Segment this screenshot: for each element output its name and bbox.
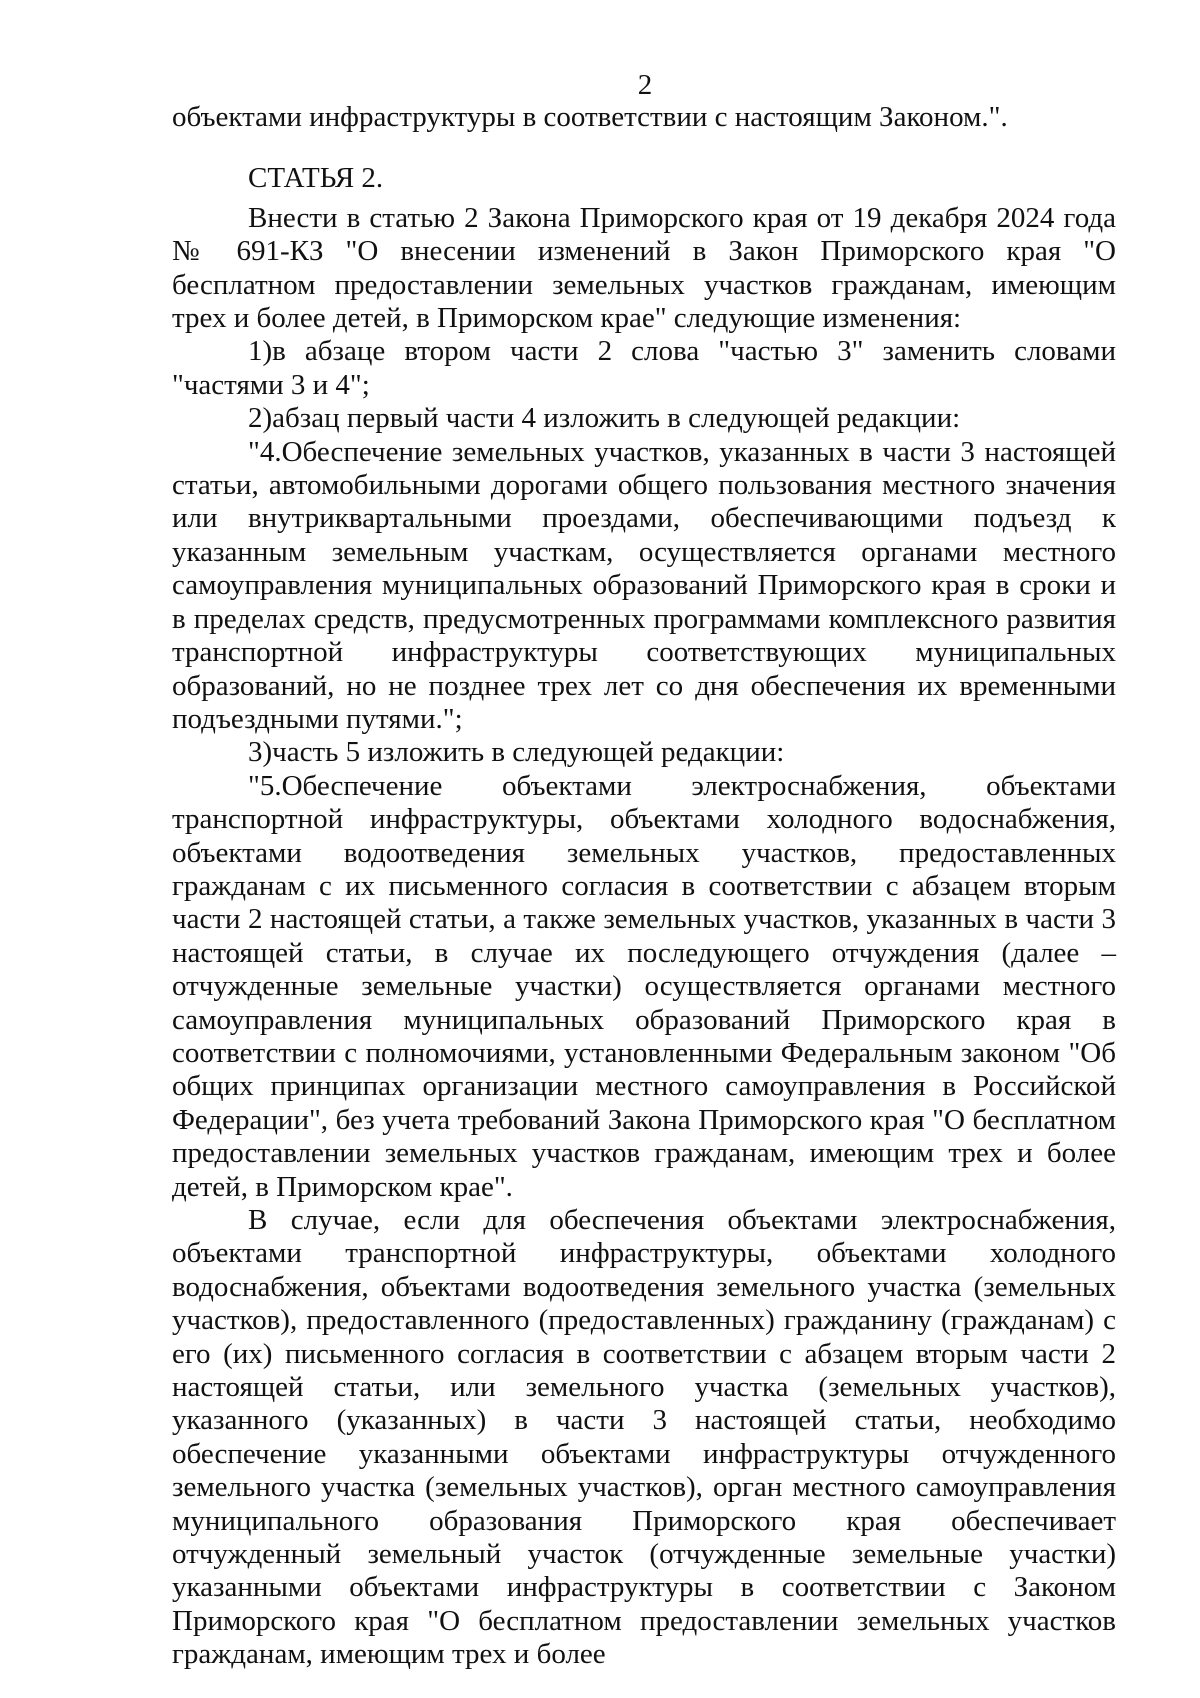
- page-number: 2: [637, 69, 653, 101]
- paragraph-amendment-intro: Внести в статью 2 Закона Приморского края от 19 декабря 2024 года № 691-КЗ "О внесении изменений в Закон Приморского края "О бесплатном предоставлении земельных участков гражданам, имеющим трех и более детей, в Приморском крае" следующие изменения:: [172, 201, 1116, 335]
- paragraph-item-3: 3)часть 5 изложить в следующей редакции:: [248, 736, 785, 769]
- paragraph-item-1: 1)в абзаце втором части 2 слова "частью 3" заменить словами "частями 3 и 4";: [172, 335, 1116, 401]
- paragraph-part-5-text: "5.Обеспечение объектами электроснабжения, объектами транспортной инфраструктуры, объектами холодного водоснабжения, объектами водоотведения земельных участков, предоставленных гражданам с их письменного согласия в соответствии с абзацем вторым части 2 настоящей статьи, а также земельных участков, указанных в части 3 настоящей статьи, в случае их последующего отчуждения (далее – отчужденные земельные участки) осуществляется органами местного самоуправления муниципальных образований Приморского края в соответствии с полномочиями, установленными Федеральным законом "Об общих принципах организации местного самоуправления в Российской Федерации", без учета требований Закона Приморского края "О бесплатном предоставлении земельных участков гражданам, имеющим трех и более детей, в Приморском крае".: [172, 769, 1116, 1203]
- article-heading: СТАТЬЯ 2.: [248, 162, 384, 195]
- document-body: [172, 101, 1116, 1672]
- paragraph-item-2: 2)абзац первый части 4 изложить в следующей редакции:: [248, 402, 961, 435]
- paragraph-part-5-second: В случае, если для обеспечения объектами электроснабжения, объектами транспортной инфраструктуры, объектами холодного водоснабжения, объектами водоотведения земельного участка (земельных участков), предоставленного (предоставленных) гражданину (гражданам) с его (их) письменного согласия в соответствии с абзацем вторым части 2 настоящей статьи, или земельного участка (земельных участков), указанного (указанных) в части 3 настоящей статьи, необходимо обеспечение указанными объектами инфраструктуры отчужденного земельного участка (земельных участков), орган местного самоуправления муниципального образования Приморского края обеспечивает отчужденный земельный участок (отчужденные земельные участки) указанными объектами инфраструктуры в соответствии с Законом Приморского края "О бесплатном предоставлении земельных участков гражданам, имеющим трех и более: [172, 1204, 1116, 1671]
- paragraph-part-4-text: "4.Обеспечение земельных участков, указанных в части 3 настоящей статьи, автомобильными дорогами общего пользования местного значения или внутриквартальными проездами, обеспечивающими подъезд к указанным земельным участкам, осуществляется органами местного самоуправления муниципальных образований Приморского края в сроки и в пределах средств, предусмотренных программами комплексного развития транспортной инфраструктуры соответствующих муниципальных образований, но не позднее трех лет со дня обеспечения их временными подъездными путями.";: [172, 435, 1116, 735]
- paragraph-continuation: объектами инфраструктуры в соответствии с настоящим Законом.".: [172, 101, 1008, 133]
